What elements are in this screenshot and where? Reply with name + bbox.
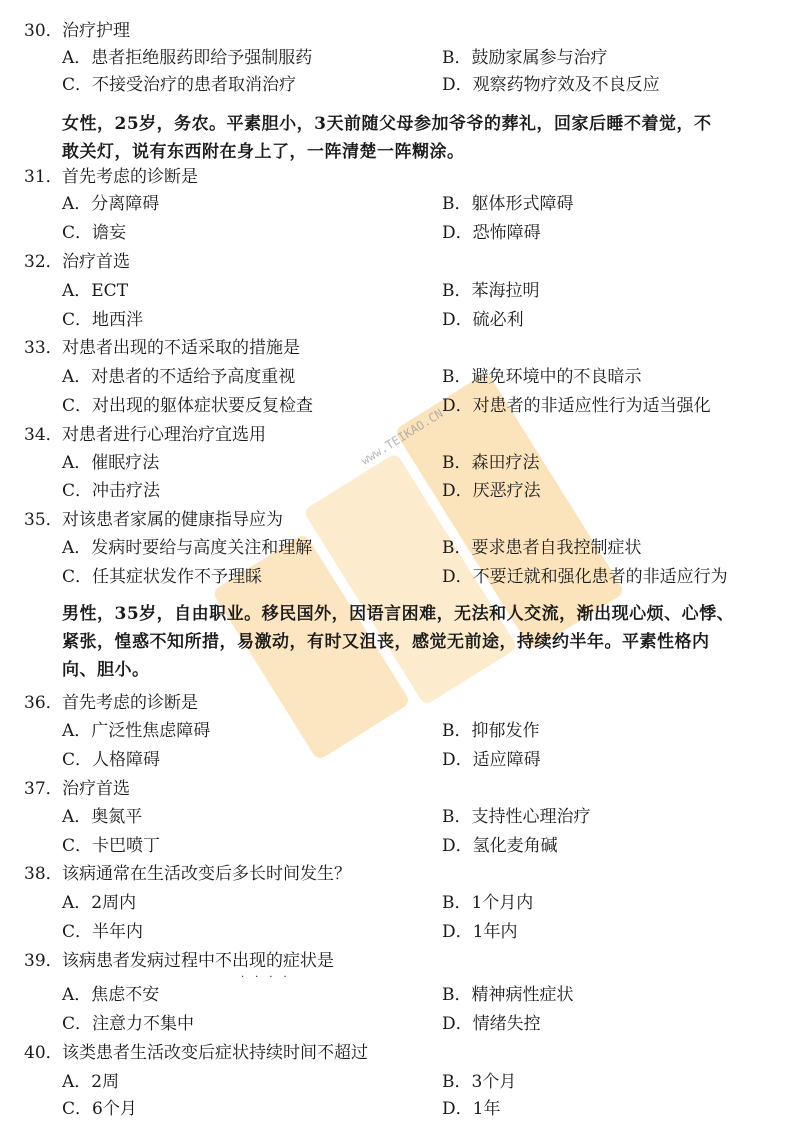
question-number: 34．	[24, 425, 63, 445]
option-b: B．1个月内	[442, 893, 534, 913]
option-c: C．人格障碍	[62, 750, 161, 770]
option-a: A．2周	[62, 1072, 120, 1092]
option-d: D．硫必利	[442, 310, 524, 330]
option-c: C．不接受治疗的患者取消治疗	[62, 75, 297, 95]
question-stem: 治疗首选	[62, 252, 130, 272]
option-a: A．2周内	[62, 893, 137, 913]
question-stem: 对患者进行心理治疗宜选用	[62, 425, 266, 445]
option-d: D．1年	[442, 1099, 501, 1119]
option-b: B．鼓励家属参与治疗	[442, 48, 608, 68]
option-a: A．患者拒绝服药即给予强制服药	[62, 48, 313, 68]
option-b: B．抑郁发作	[442, 721, 540, 741]
option-c: C．半年内	[62, 922, 144, 942]
question-number: 35．	[24, 510, 63, 530]
option-d: D．对患者的非适应性行为适当强化	[442, 396, 711, 416]
option-a: A．催眠疗法	[62, 453, 160, 473]
question-number: 36．	[24, 693, 63, 713]
option-d: D．1年内	[442, 922, 518, 942]
option-d: D．观察药物疗效及不良反应	[442, 75, 660, 95]
case-description-1	[62, 110, 780, 166]
option-a: A．对患者的不适给予高度重视	[62, 367, 296, 387]
case-line: 女性，25岁，务农。平素胆小，3天前随父母参加爷爷的葬礼，回家后睡不着觉，不	[62, 114, 712, 134]
question-stem: 首先考虑的诊断是	[62, 693, 198, 713]
case-description-2	[62, 600, 780, 684]
option-c: C．卡巴喷丁	[62, 836, 161, 856]
option-a: A．ECT	[62, 281, 129, 301]
option-c: C．谵妄	[62, 223, 127, 243]
option-b: B．森田疗法	[442, 453, 540, 473]
question-stem: 治疗护理	[62, 21, 130, 41]
option-d: D．情绪失控	[442, 1014, 541, 1034]
question-number: 38．	[24, 864, 63, 884]
option-c: C．对出现的躯体症状要反复检查	[62, 396, 314, 416]
case-line: 敢关灯，说有东西附在身上了，一阵清楚一阵糊涂。	[62, 142, 465, 162]
question-number: 30．	[24, 21, 63, 41]
question-stem: 首先考虑的诊断是	[62, 167, 198, 187]
option-c: C．注意力不集中	[62, 1014, 195, 1034]
case-line: 紧张，惶惑不知所措，易激动，有时又沮丧，感觉无前途，持续约半年。平素性格内	[62, 632, 710, 652]
option-b: B．要求患者自我控制症状	[442, 538, 642, 558]
question-number: 39．	[24, 951, 63, 971]
option-b: B．支持性心理治疗	[442, 807, 591, 827]
case-line: 向、胆小。	[62, 660, 150, 680]
question-number: 32．	[24, 252, 63, 272]
option-b: B．苯海拉明	[442, 281, 540, 301]
option-d: D．厌恶疗法	[442, 481, 541, 501]
watermark-url: www.TEIKAO.CN	[358, 406, 446, 468]
option-c: C．6个月	[62, 1099, 137, 1119]
question-number: 40．	[24, 1043, 63, 1063]
option-d: D．恐怖障碍	[442, 223, 541, 243]
question-stem: 该类患者生活改变后症状持续时间不超过	[62, 1043, 368, 1063]
option-b: B．避免环境中的不良暗示	[442, 367, 642, 387]
question-number: 33．	[24, 338, 63, 358]
question-number: 37．	[24, 779, 63, 799]
option-c: C．任其症状发作不予理睬	[62, 567, 263, 587]
option-a: A．奥氮平	[62, 807, 143, 827]
option-d: D．不要迁就和强化患者的非适应行为	[442, 567, 728, 587]
question-number: 31．	[24, 167, 63, 187]
option-c: C．冲击疗法	[62, 481, 161, 501]
option-d: D．氢化麦角碱	[442, 836, 558, 856]
question-stem: 该病通常在生活改变后多长时间发生？	[62, 864, 351, 884]
option-b: B．精神病性症状	[442, 985, 574, 1005]
question-stem: 该病患者发病过程中不出现的症状是	[62, 951, 334, 971]
question-stem: 治疗首选	[62, 779, 130, 799]
option-a: A．广泛性焦虑障碍	[62, 721, 211, 741]
option-a: A．分离障碍	[62, 194, 160, 214]
option-d: D．适应障碍	[442, 750, 541, 770]
option-a: A．发病时要给与高度关注和理解	[62, 538, 313, 558]
question-stem: 对患者出现的不适采取的措施是	[62, 338, 300, 358]
option-b: B．躯体形式障碍	[442, 194, 574, 214]
option-c: C．地西泮	[62, 310, 144, 330]
emphasis-dots: ····	[241, 972, 298, 983]
option-b: B．3个月	[442, 1072, 517, 1092]
case-line: 男性，35岁，自由职业。移民国外，因语言困难，无法和人交流，渐出现心烦、心悸、	[62, 604, 735, 624]
option-a: A．焦虑不安	[62, 985, 160, 1005]
question-stem: 对该患者家属的健康指导应为	[62, 510, 283, 530]
